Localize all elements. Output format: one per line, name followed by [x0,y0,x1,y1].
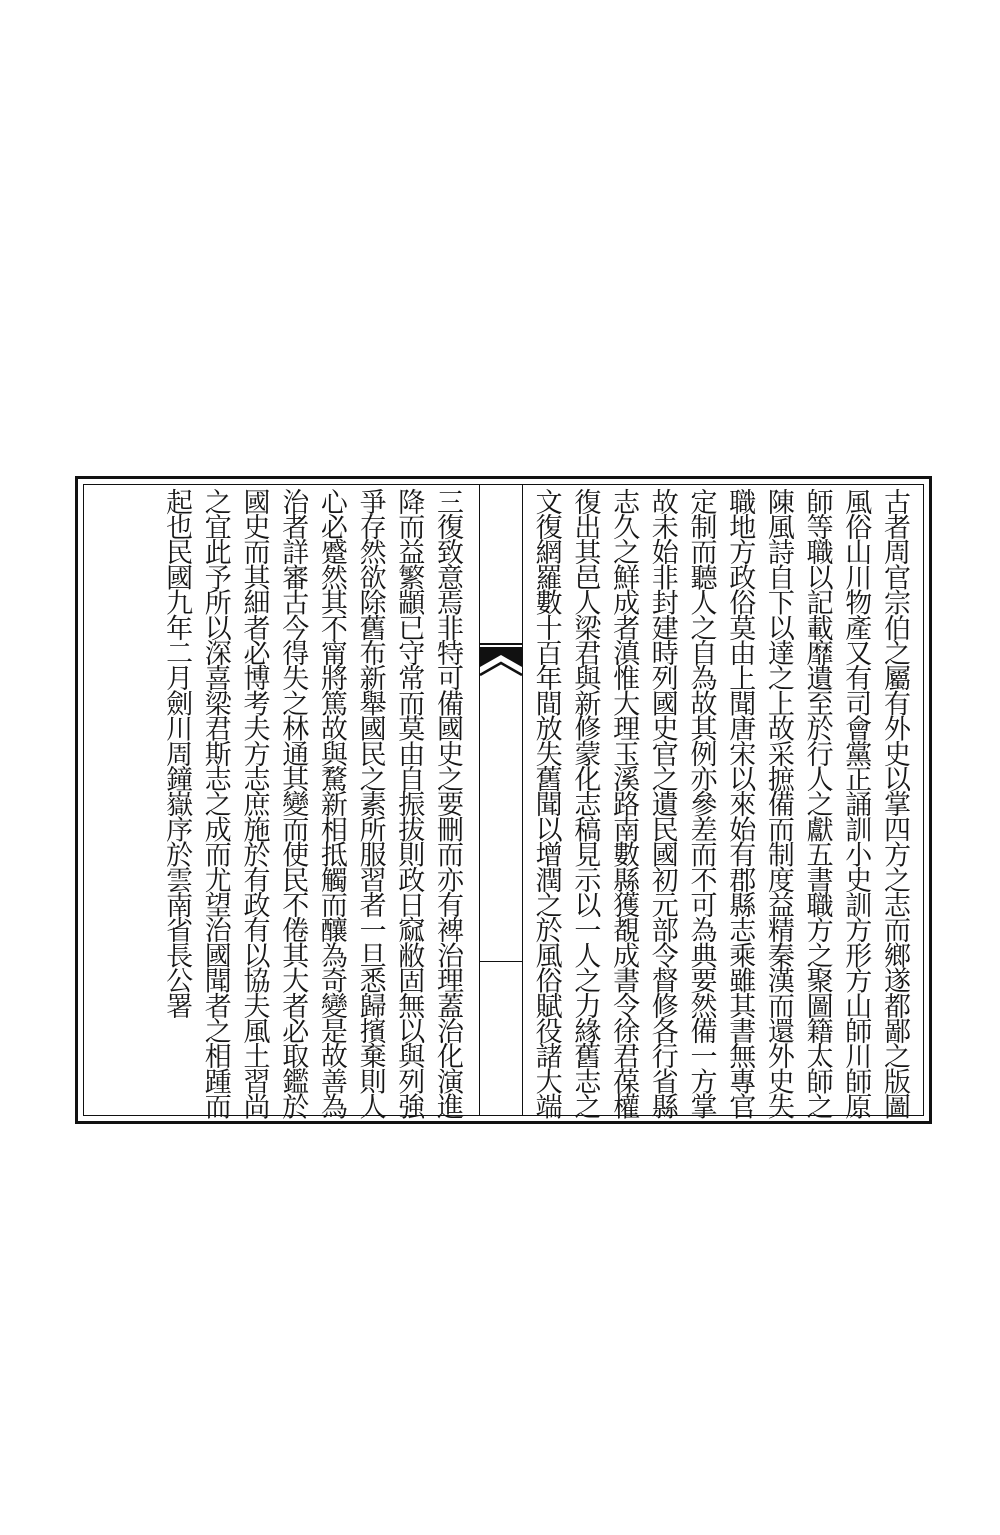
text-column: 之宜此予所以深喜梁君斯志之成而尤望治國聞者之相踵而 [199,488,231,1119]
inner-frame [83,484,924,1119]
page-frame [75,476,932,1124]
text-column: 陳風詩自下以達之上故采摭備而制度益精秦漢而還外史失 [762,488,794,1119]
text-column: 治者詳審古今得失之林通其變而使民不倦其大者必取鑑於 [277,488,309,1119]
left-page-text [154,488,466,1119]
fishtail-icon [480,643,522,681]
text-column: 風俗山川物產又有司會黨正誦訓小史訓方形方山師川師原 [840,488,872,1119]
text-column: 起也民國九年二月劍川周鐘嶽序於雲南省長公署 [161,488,193,1018]
text-column: 心必蹙然其不甯將篤故與騖新相抵觸而釀為奇變是故善為 [315,488,347,1119]
right-page-text [525,488,913,1119]
text-column: 職地方政俗莫由上聞唐宋以來始有郡縣志乘雖其書無專官 [724,488,756,1119]
text-column: 故未始非封建時列國史官之遺民國初元部令督修各行省縣 [646,488,678,1119]
text-column: 降而益繁顓已守常而莫由自振拔則政日窳敝固無以與列強 [393,488,425,1119]
text-column: 三復致意焉非特可備國史之要刪而亦有裨治理蓋治化演進 [432,488,463,1119]
text-column: 師等職以記載靡遺至於行人之獻五書職方之聚圖籍太師之 [801,488,833,1119]
text-column: 文復網羅數十百年間放失舊聞以增潤之於風俗賦役諸大端 [530,488,562,1119]
text-column: 爭存然欲除舊布新舉國民之素所服習者一旦悉歸擯棄則人 [354,488,386,1119]
text-column: 國史而其細者必博考夫方志庶施於有政有以協夫風土習尚 [238,488,270,1119]
text-column: 志久之鮮成者滇惟大理玉溪路南數縣獲覩成書令徐君葆權 [608,488,640,1119]
text-column: 古者周官宗伯之屬有外史以掌四方之志而鄉遂都鄙之版圖 [879,488,910,1119]
banxin-divider-line [480,961,522,962]
banxin-fold-column [479,485,523,1115]
text-column: 復出其邑人梁君與新修蒙化志稿見示以一人之力緣舊志之 [569,488,601,1119]
text-column: 定制而聽人之自為故其例亦參差而不可為典要然備一方掌 [685,488,717,1119]
